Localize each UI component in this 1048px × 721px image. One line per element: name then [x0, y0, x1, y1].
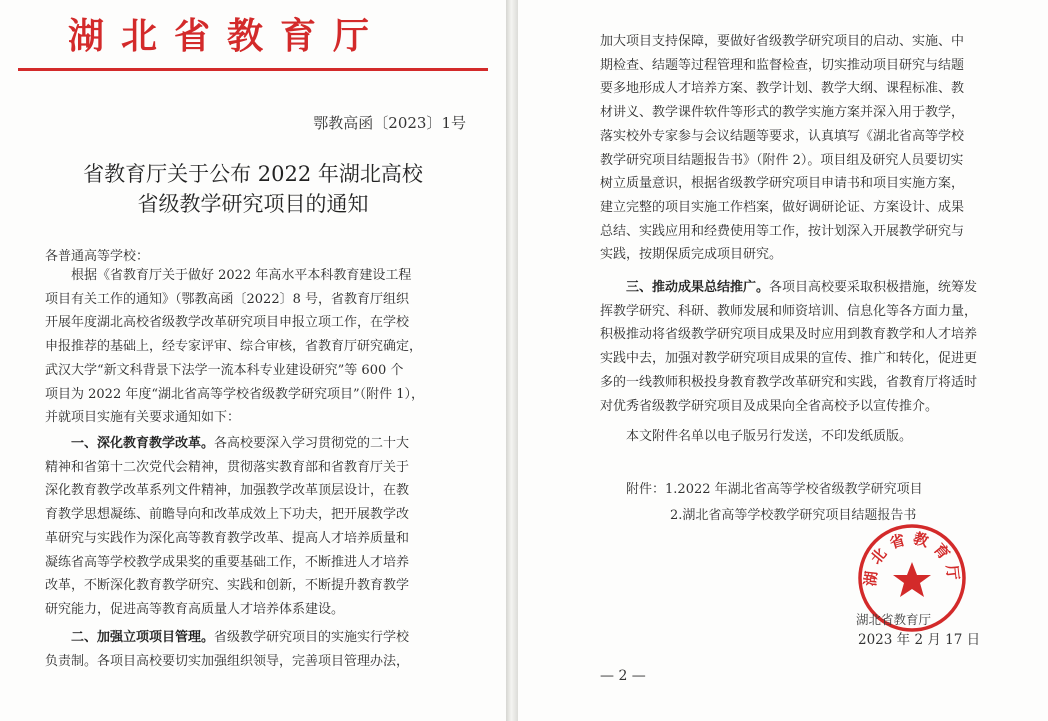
section2-heading: 二、加强立项项目管理。	[71, 630, 215, 645]
section2-line: 负责制。各项目高校要切实加强组织领导，完善项目管理办法，	[45, 653, 410, 669]
section1-line: 革研究与实践作为深化高等教育教学改革、提高人才培养质量和	[45, 530, 410, 546]
section2-cont-line: 加大项目支持保障，要做好省级教学研究项目的启动、实施、中	[600, 34, 965, 49]
page-number: — 2 —	[600, 668, 646, 684]
section2-cont-line: 期检查、结题等过程管理和监督检查，切实推动项目研究与结题	[600, 57, 965, 73]
notice-paragraph: 本文附件名单以电子版另行发送，不印发纸质版。	[626, 429, 913, 444]
intro-line: 项目有关工作的通知》（鄂教高函〔2022〕8 号，省教育厅组织	[45, 291, 409, 307]
attachment-item-2: 2.湖北省高等学校教学研究项目结题报告书	[670, 508, 917, 523]
section3-line: 多的一线教师积极投身教育教学改革研究和实践，省教育厅将适时	[600, 374, 978, 390]
left-page	[0, 0, 506, 721]
section3-first-line-text: 各项目高校要采取积极措施，统筹发	[769, 280, 978, 295]
section1-heading: 一、深化教育教学改革。	[71, 436, 215, 451]
salutation: 各普通高等学校：	[45, 249, 150, 264]
section2-cont-line: 总结、实践应用和经费使用等工作，按计划深入开展教学研究与	[600, 223, 965, 239]
section2-first-line	[45, 626, 465, 650]
intro-line: 并就项目实施有关要求通知如下：	[45, 410, 241, 426]
section2-cont-line: 建立完整的项目实施工作档案，做好调研论证、方案设计、成果	[600, 199, 965, 215]
section1-paragraph	[45, 432, 465, 622]
intro-line: 开展年度湖北高校省级教学改革研究项目申报立项工作，在学校	[45, 315, 410, 331]
page-gutter	[506, 0, 518, 721]
intro-line: 武汉大学“新文科背景下法学一流本科专业建设研究”等 600 个	[45, 362, 404, 378]
section2-continuation	[600, 30, 1030, 267]
attachments-line1	[626, 478, 923, 497]
section1-line: 育教学思想凝练、前瞻导向和改革成效上下功夫，把开展教学改	[45, 507, 410, 523]
section1-line: 改革，不断深化教育教学研究、实践和创新，不断提升教育教学	[45, 578, 410, 594]
section3-line: 对优秀省级教学研究项目及成果向全省高校予以宣传推介。	[600, 398, 939, 414]
seal-star-icon	[893, 562, 931, 597]
section3-line: 实践中去，加强对教学研究项目成果的宣传、推广和转化，促进更	[600, 351, 978, 367]
intro-line: 项目为 2022 年度“湖北省高等学校省级教学研究项目”（附件 1），	[45, 386, 425, 402]
section1-first-line-text: 各高校要深入学习贯彻党的二十大	[214, 436, 410, 451]
section3-line: 挥教学研究、科研、教师发展和师资培训、信息化等各方面力量，	[600, 303, 978, 319]
signature-block	[856, 612, 981, 648]
section2-cont-line: 树立质量意识，根据省级教学研究项目申请书和项目实施方案，	[600, 176, 965, 192]
section1-line: 深化教育教学改革系列文件精神，加强教学改革顶层设计，在教	[45, 483, 410, 499]
intro-line: 申报推荐的基础上，经专家评审、综合审核，省教育厅研究确定，	[45, 339, 423, 355]
section2-cont-line: 落实校外专家参与会议结题等要求，认真填写《湖北省高等学校	[600, 128, 965, 144]
letterhead-red-rule	[18, 68, 488, 71]
right-page	[518, 0, 1048, 721]
section2-paragraph	[45, 626, 465, 673]
section1-line: 精神和省第十二次党代会精神，贯彻落实教育部和省教育厅关于	[45, 459, 410, 475]
intro-paragraph	[45, 264, 465, 430]
section2-cont-line: 材讲义、教学课件软件等形式的教学实施方案并深入用于教学，	[600, 105, 965, 121]
letterhead-title: 湖北省教育厅	[68, 16, 387, 57]
section3-line: 积极推动将省级教学研究项目成果及时应用到教育教学和人才培养	[600, 327, 978, 343]
signature-date: 2023 年 2 月 17 日	[858, 632, 981, 648]
section2-cont-line: 实践，按期保质完成项目研究。	[600, 247, 783, 263]
section3-paragraph	[600, 276, 1030, 418]
attachment-item-1: 1.2022 年湖北省高等学校省级教学研究项目	[665, 482, 923, 497]
section1-line: 研究能力，促进高等教育高质量人才培养体系建设。	[45, 601, 345, 617]
section2-first-line-text: 省级教学研究项目的实施实行学校	[214, 630, 410, 645]
document-title-line2: 省级教学研究项目的通知	[137, 192, 369, 216]
section1-first-line	[45, 432, 465, 456]
document-title-line1: 省教育厅关于公布 2022 年湖北高校	[83, 162, 423, 186]
section2-cont-line: 教学研究项目结题报告书》（附件 2）。项目组及研究人员要切实	[600, 152, 964, 168]
signature-org: 湖北省教育厅	[856, 612, 932, 627]
section3-first-line	[600, 276, 1030, 300]
section3-heading: 三、推动成果总结推广。	[626, 280, 770, 295]
intro-line: 根据《省教育厅关于做好 2022 年高水平本科教育建设工程	[71, 268, 412, 283]
attachments-label: 附件：	[626, 482, 666, 497]
section1-line: 凝练省高等学校教学成果奖的重要基础工作，不断推进人才培养	[45, 554, 410, 570]
document-number: 鄂教高函〔2023〕1号	[313, 114, 466, 132]
seal-arc-text: 湖北省教育厅	[861, 529, 963, 588]
section2-cont-line: 要多地形成人才培养方案、教学计划、教学大纲、课程标准、教	[600, 81, 965, 97]
